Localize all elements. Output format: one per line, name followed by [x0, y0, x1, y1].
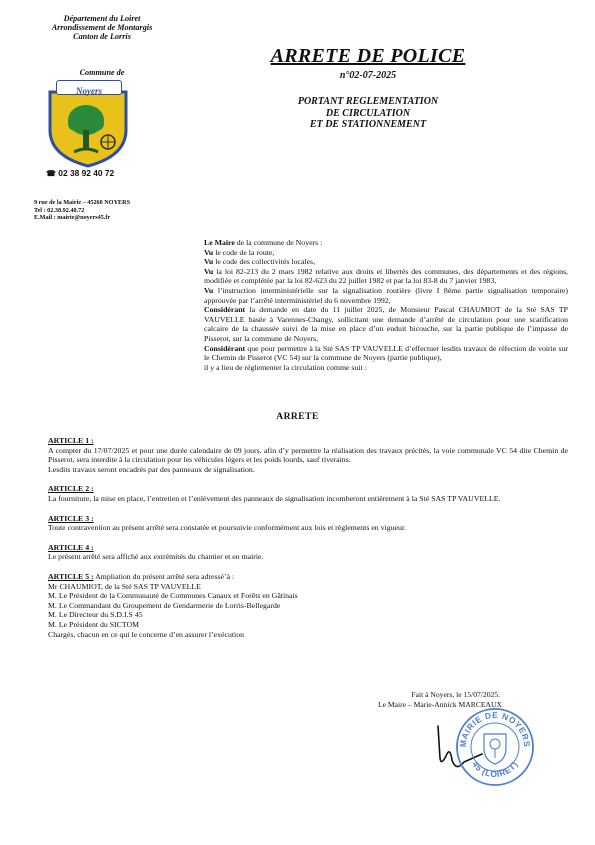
recipient-line: M. Le Commandant du Groupement de Gendarmerie de Lorris-Bellegarde	[48, 600, 281, 610]
vu-route-text: le code de la route,	[213, 247, 275, 257]
preamble-conclusion: il y a lieu de réglementer la circulation comme suit :	[204, 362, 367, 372]
arrondissement-line: Arrondissement de Montargis	[51, 23, 153, 32]
article-text: La fourniture, la mise en place, l’entretien et l’enlèvement des panneaux de signalisation incomberont entièrement à la Sté SAS TP VAUVELLE.	[48, 493, 501, 503]
commune-name-banner	[56, 80, 122, 95]
municipal-crest	[46, 80, 130, 168]
department-line: Département du Loiret	[63, 14, 141, 23]
vu-bold: Vu	[204, 257, 214, 267]
article-4	[48, 543, 568, 562]
commune-name: Noyers	[76, 86, 102, 96]
preamble-vu-route	[204, 248, 568, 258]
vu-bold: Vu	[204, 266, 214, 276]
article-2	[48, 484, 568, 503]
preamble-vu-loi	[204, 267, 568, 286]
phone-icon: ☎	[46, 169, 56, 178]
articles	[48, 436, 568, 639]
subject-line-1: PORTANT REGLEMENTATION	[297, 96, 439, 107]
preamble	[204, 238, 568, 372]
subject-line-2: DE CIRCULATION	[325, 107, 411, 119]
article-heading-rest: Ampliation du présent arrêté sera adressé’à :	[93, 571, 235, 581]
article-5-heading-line	[48, 572, 568, 582]
mairie-stamp-icon	[454, 706, 536, 788]
preamble-vu-collectivites	[204, 257, 568, 267]
canton-line: Canton de Lorris	[73, 32, 131, 41]
decree-subject	[258, 96, 478, 131]
phone-line	[46, 168, 114, 179]
article-5	[48, 572, 568, 639]
considerant-travaux-text: que pour permettre à la Sté SAS TP VAUVELLE d’effectuer lesdits travaux de réfection de voirie sur le Chemin de Pisserot (VC 54) sur la commune de Noyers (partie publique),	[204, 343, 568, 363]
preamble-considerant-travaux	[204, 344, 568, 363]
preamble-vu-instruction	[204, 286, 568, 305]
document-title: ARRETE DE POLICE	[270, 45, 466, 67]
decree-number: n°02-07-2025	[339, 70, 397, 81]
vu-collectivites-text: le code des collectivités locales,	[213, 257, 316, 267]
recipient-line: M. Le Président du SICTOM	[48, 619, 140, 629]
article-heading: ARTICLE 3 :	[48, 513, 94, 523]
address-line: 9 rue de la Mairie – 45260 NOYERS	[34, 199, 131, 206]
place-date: Fait à Noyers, le 15/07/2025.	[411, 690, 500, 699]
considerant-demande-text: la demande en date du 11 juillet 2025, de Monsieur Pascal CHAUMIOT de la Sté SAS TP VAUVELLE basée à Varennes-Changy, sollicitant une demande d’arrêté de circulation pour une scarification calcaire de la chaussée suivi de la mise en place d’un enduit bicouche, sur la partie publique de l’impasse de Pisserot, sur la commune de Noyers,	[204, 305, 568, 343]
vu-loi-text: la loi 82-213 du 2 mars 1982 relative aux droits et libertés des communes, des départements et des régions, modifiée et complétée par la loi 82-623 du 22 juillet 1982 et par la loi 83-8 du 7 janvier 1983,	[204, 266, 568, 286]
vu-bold: Vu	[204, 247, 214, 257]
article-3	[48, 514, 568, 533]
stamp-bottom-text: 45 (LOIRET)	[470, 759, 520, 780]
article-heading: ARTICLE 4 :	[48, 542, 94, 552]
phone-number: 02 38 92 40 72	[58, 168, 115, 178]
svg-text:MAIRIE DE NOYERS	[458, 710, 532, 748]
arrete-heading: ARRETE	[276, 412, 319, 422]
preamble-maire-bold: Le Maire	[204, 238, 235, 247]
svg-text:45 (LOIRET)	[470, 759, 520, 779]
preamble-maire-text: de la commune de Noyers :	[234, 238, 323, 247]
commune-label: Commune de	[79, 68, 125, 77]
article-heading: ARTICLE 2 :	[48, 484, 94, 494]
vu-bold: Vu	[204, 285, 214, 295]
article-text: Le présent arrêté sera affiché aux extrémités du chantier et en mairie.	[48, 552, 264, 562]
article-text: Toute contravention au présent arrêté sera constatée et poursuivie conformément aux lois et règlements en vigueur.	[48, 523, 406, 533]
recipient-line: Mr CHAUMIOT, de la Sté SAS TP VAUVELLE	[48, 581, 201, 591]
preamble-considerant-demande	[204, 305, 568, 343]
article-1	[48, 436, 568, 474]
email-line: E.Mail : mairie@noyers45.fr	[34, 214, 111, 222]
article-text: A compter du 17/07/2025 et pour une durée calendaire de 09 jours, afin d’y permettre la réalisation des travaux précités, la voie communale VC 54 dite Chemin de Pisserot, sera interdite à la circulation pour les véhicules légers et les poids lourds, sauf riverains.	[48, 445, 568, 465]
vu-instruction-text: l’instruction interministérielle sur la signalisation routière (livre I 8ème partie signalisation temporaire) approuvée par l’arrêté interministériel du 6 novembre 1992,	[204, 285, 568, 305]
considerant-bold: Considérant	[204, 343, 246, 353]
article-text: Lesdits travaux seront encadrés par des panneaux de signalisation.	[48, 464, 255, 474]
subject-line-3: ET DE STATIONNEMENT	[309, 119, 427, 131]
recipient-line: M. Le Président de la Communauté de Communes Canaux et Forêts en Gâtinais	[48, 591, 298, 601]
article-heading: ARTICLE 1 :	[48, 436, 94, 445]
official-stamp	[454, 706, 536, 788]
address-block	[34, 199, 184, 222]
tel-line: Tel : 02.38.92.40.72	[34, 206, 85, 214]
considerant-bold: Considérant	[204, 305, 246, 315]
recipient-line: M. Le Directeur du S.D.I.S 45	[48, 610, 143, 620]
execution-line: Chargés, chacun en ce qui le concerne d’en assurer l’exécution	[48, 629, 244, 639]
stamp-top-text: MAIRIE DE NOYERS	[457, 709, 533, 748]
signatory: Le Maire – Marie-Annick MARCEAUX	[377, 699, 502, 709]
article-heading: ARTICLE 5 :	[48, 571, 94, 581]
preamble-maire	[204, 238, 568, 248]
